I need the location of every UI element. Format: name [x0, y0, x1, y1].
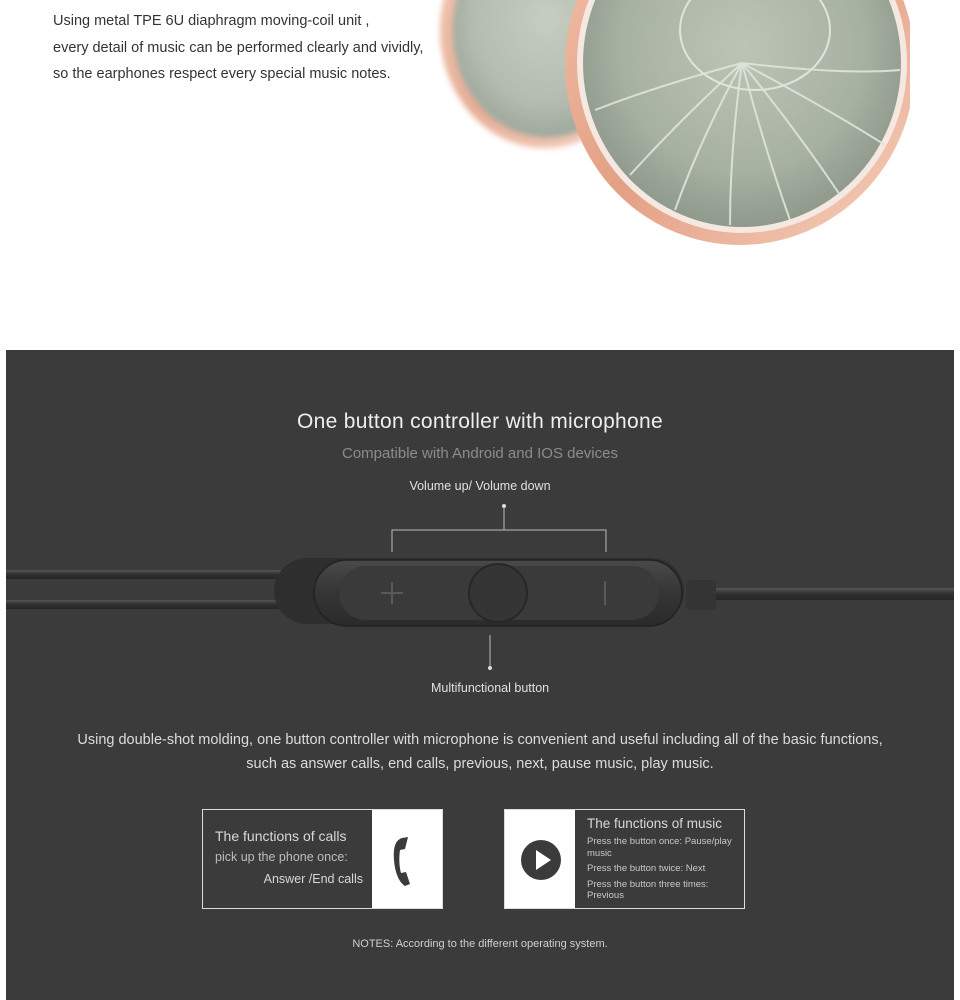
calls-functions-box [202, 809, 443, 909]
description-line: so the earphones respect every special music notes. [53, 66, 391, 82]
controller-diagram [6, 500, 954, 680]
description-line: Using metal TPE 6U diaphragm moving-coil unit , [53, 13, 370, 29]
cable-left-upper [6, 570, 296, 579]
calls-action: Answer /End calls [263, 872, 363, 886]
phone-icon [372, 810, 442, 908]
description-line: Using double-shot molding, one button controller with microphone is convenient and useful including all of the basic functions, [77, 732, 883, 748]
play-icon [505, 810, 575, 908]
diaphragm-description [53, 8, 453, 88]
section-subtitle: Compatible with Android and IOS devices [342, 445, 618, 462]
music-functions-box [504, 809, 745, 909]
calls-title: The functions of calls [215, 828, 347, 844]
controller-section [6, 350, 954, 1000]
diaphragm-section [0, 0, 960, 350]
controller-description [6, 728, 954, 776]
cable-right [706, 588, 954, 600]
description-line: such as answer calls, end calls, previous, next, pause music, play music. [246, 756, 714, 772]
section-title: One button controller with microphone [297, 410, 663, 433]
description-line: every detail of music can be performed clearly and vividly, [53, 39, 424, 56]
music-instruction: Press the button twice: Next [587, 863, 706, 874]
calls-icon-cell [372, 810, 442, 908]
calls-instruction: pick up the phone once: [215, 850, 348, 864]
music-title: The functions of music [587, 816, 723, 831]
music-instruction: Press the button three times: Previous [587, 878, 709, 901]
diaphragm-image [430, 0, 910, 260]
music-instruction: Press the button once: Pause/play music [587, 836, 732, 859]
multifunction-label: Multifunctional button [431, 681, 550, 695]
notes-text: NOTES: According to the different operating system. [352, 938, 608, 950]
volume-label: Volume up/ Volume down [409, 479, 551, 493]
music-icon-cell [505, 810, 575, 908]
multifunction-button [469, 564, 527, 622]
cable-left-lower [6, 600, 296, 609]
